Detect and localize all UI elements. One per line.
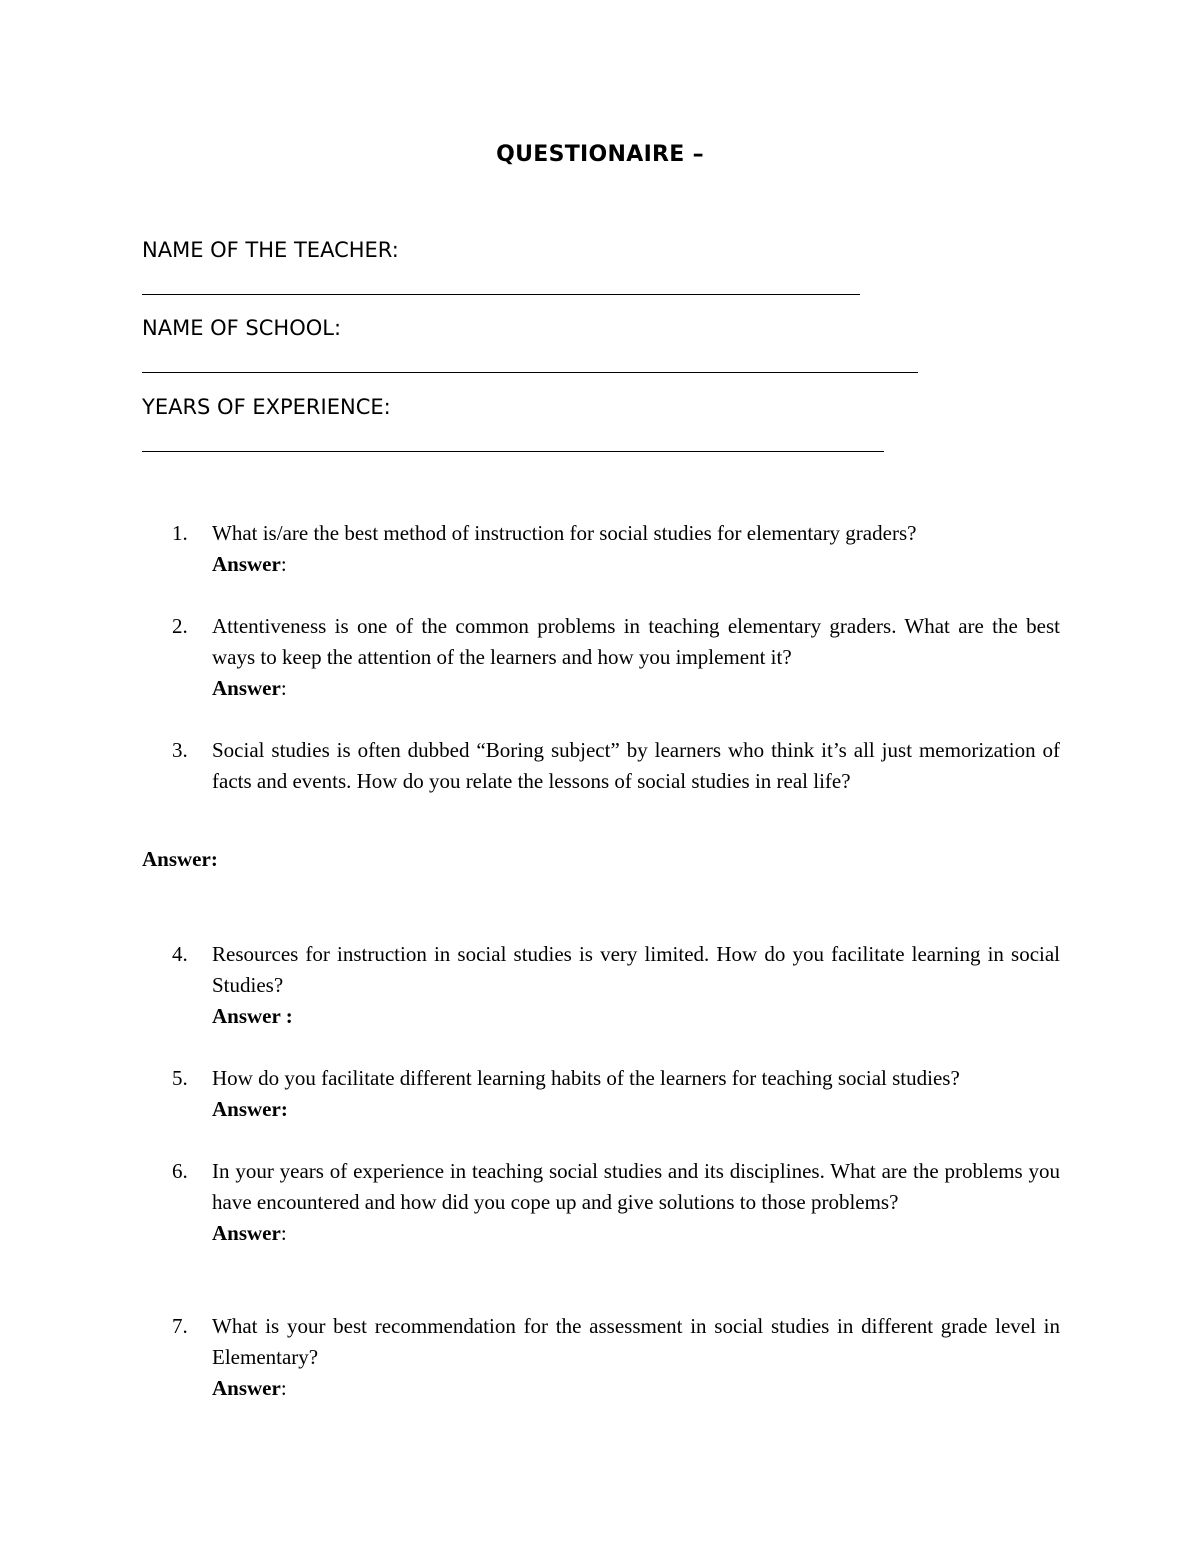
experience-line[interactable] xyxy=(142,451,884,452)
question-text: Resources for instruction in social studies is very limited. How do you facilitate learning in social Studies? xyxy=(212,942,1060,997)
answer-label: Answer: xyxy=(212,1221,287,1245)
question-item xyxy=(142,1311,1060,1404)
question-text: Attentiveness is one of the common problems in teaching elementary graders. What are the best ways to keep the attention of the learners and how you implement it? xyxy=(212,614,1060,669)
question-text: How do you facilitate different learning habits of the learners for teaching social studies? xyxy=(212,1066,960,1090)
answer-label: Answer: xyxy=(212,676,287,700)
question-number: 5. xyxy=(172,1066,188,1090)
teacher-name-line[interactable] xyxy=(142,294,860,295)
question-item xyxy=(142,611,1060,704)
answer-label: Answer: xyxy=(212,1097,288,1121)
question-item xyxy=(142,1156,1060,1249)
answer-label: Answer : xyxy=(212,1004,293,1028)
question-text: What is/are the best method of instruction for social studies for elementary graders? xyxy=(212,521,917,545)
page-title: QUESTIONAIRE – xyxy=(496,142,704,167)
question-number: 6. xyxy=(172,1159,188,1183)
question-item xyxy=(142,1063,1060,1125)
question-text: What is your best recommendation for the assessment in social studies in different grade level in Elementary? xyxy=(212,1314,1060,1369)
question-number: 1. xyxy=(172,521,188,545)
question-number: 4. xyxy=(172,942,188,966)
school-name-label: NAME OF SCHOOL: xyxy=(142,316,342,340)
question-item xyxy=(142,939,1060,1032)
question-text: Social studies is often dubbed “Boring subject” by learners who think it’s all just memorization of facts and events. How do you relate the lessons of social studies in real life? xyxy=(212,738,1060,793)
experience-label: YEARS OF EXPERIENCE: xyxy=(142,395,391,419)
question-item xyxy=(142,518,1060,580)
question-number: 7. xyxy=(172,1314,188,1338)
question-number: 3. xyxy=(172,738,188,762)
answer-label: Answer: xyxy=(142,847,218,871)
answer-label: Answer: xyxy=(212,552,287,576)
question-text: In your years of experience in teaching social studies and its disciplines. What are the problems you have encountered and how did you cope up and give solutions to those problems? xyxy=(212,1159,1060,1214)
answer-label: Answer: xyxy=(212,1376,287,1400)
school-name-line[interactable] xyxy=(142,372,918,373)
teacher-name-label: NAME OF THE TEACHER: xyxy=(142,238,399,262)
question-item xyxy=(142,735,1060,797)
question-number: 2. xyxy=(172,614,188,638)
